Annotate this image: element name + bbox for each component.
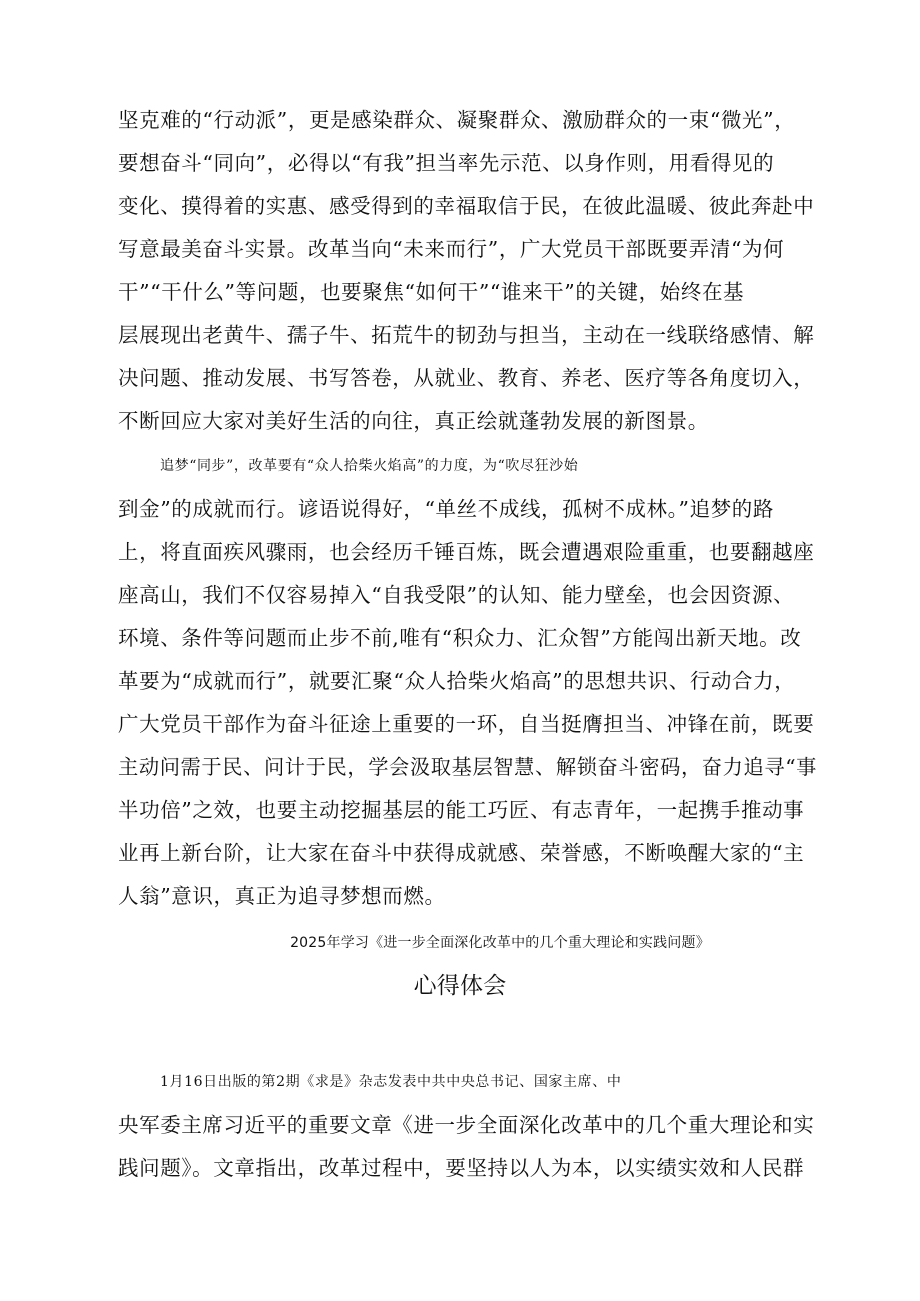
article-title-line-1: 2025年学习《进一步全面深化改革中的几个重大理论和实践问题》 <box>290 935 710 951</box>
paragraph-line: 1月16日出版的第2期《求是》杂志发表中共中央总书记、国家主席、中 <box>160 1074 622 1090</box>
paragraph-line: 革要为“成就而行”，就要汇聚“众人拾柴火焰高”的思想共识、行动合力， <box>118 669 796 693</box>
paragraph-line: 层展现出老黄牛、孺子牛、拓荒牛的韧劲与担当，主动在一线联络感情、解 <box>118 323 815 347</box>
paragraph-line: 业再上新台阶，让大家在奋斗中获得成就感、荣誉感，不断唤醒大家的“主 <box>118 841 805 865</box>
paragraph-line: 坚克难的“行动派”，更是感染群众、凝聚群众、激励群众的一束“微光”， <box>118 108 796 132</box>
paragraph-line: 干”“干什么”等问题，也要聚焦“如何干”“谁来干”的关键，始终在基 <box>118 280 745 304</box>
article-title <box>0 923 920 963</box>
paragraph-line: 人翁”意识，真正为追寻梦想而燃。 <box>118 884 446 908</box>
paragraph-line: 上，将直面疾风骤雨，也会经历千锤百炼，既会遭遇艰险重重，也要翻越座 <box>118 540 815 564</box>
article-title-text: 心得体会 <box>413 973 507 999</box>
paragraph-line: 广大党员干部作为奋斗征途上重要的一环，自当挺膺担当、冲锋在前，既要 <box>118 712 815 736</box>
paragraph-line: 践问题》。文章指出，改革过程中，要坚持以人为本，以实绩实效和人民群 <box>118 1156 805 1180</box>
paragraph-line: 主动问需于民、问计于民，学会汲取基层智慧、解锁奋斗密码，奋力追寻“事 <box>118 755 818 779</box>
paragraph-line: 决问题、推动发展、书写答卷，从就业、教育、养老、医疗等各角度切入， <box>118 366 815 390</box>
paragraph-line: 座高山，我们不仅容易掉入“自我受限”的认知、能力壁垒，也会因资源、 <box>118 583 795 607</box>
paragraph-line: 到金”的成就而行。谚语说得好，“单丝不成线，孤树不成林。”追梦的路 <box>118 497 774 521</box>
paragraph-line: 半功倍”之效，也要主动挖掘基层的能工巧匠、有志青年，一起携手推动事 <box>118 798 805 822</box>
article-title-line-2 <box>0 966 920 1006</box>
paragraph-line: 要想奋斗“同向”，必得以“有我”担当率先示范、以身作则，用看得见的 <box>118 151 775 175</box>
paragraph-line: 追梦“同步”，改革要有“众人拾柴火焰高”的力度，为“吹尽狂沙始 <box>160 458 579 474</box>
paragraph-line: 变化、摸得着的实惠、感受得到的幸福取信于民，在彼此温暖、彼此奔赴中 <box>118 194 815 218</box>
paragraph-line: 环境、条件等问题而止步不前,唯有“积众力、汇众智”方能闯出新天地。改 <box>118 626 802 650</box>
paragraph-line: 不断回应大家对美好生活的向往，真正绘就蓬勃发展的新图景。 <box>118 409 709 433</box>
paragraph-line: 写意最美奋斗实景。改革当向“未来而行”，广大党员干部既要弄清“为何 <box>118 237 785 261</box>
paragraph-line: 央军委主席习近平的重要文章《进一步全面深化改革中的几个重大理论和实 <box>118 1113 815 1137</box>
